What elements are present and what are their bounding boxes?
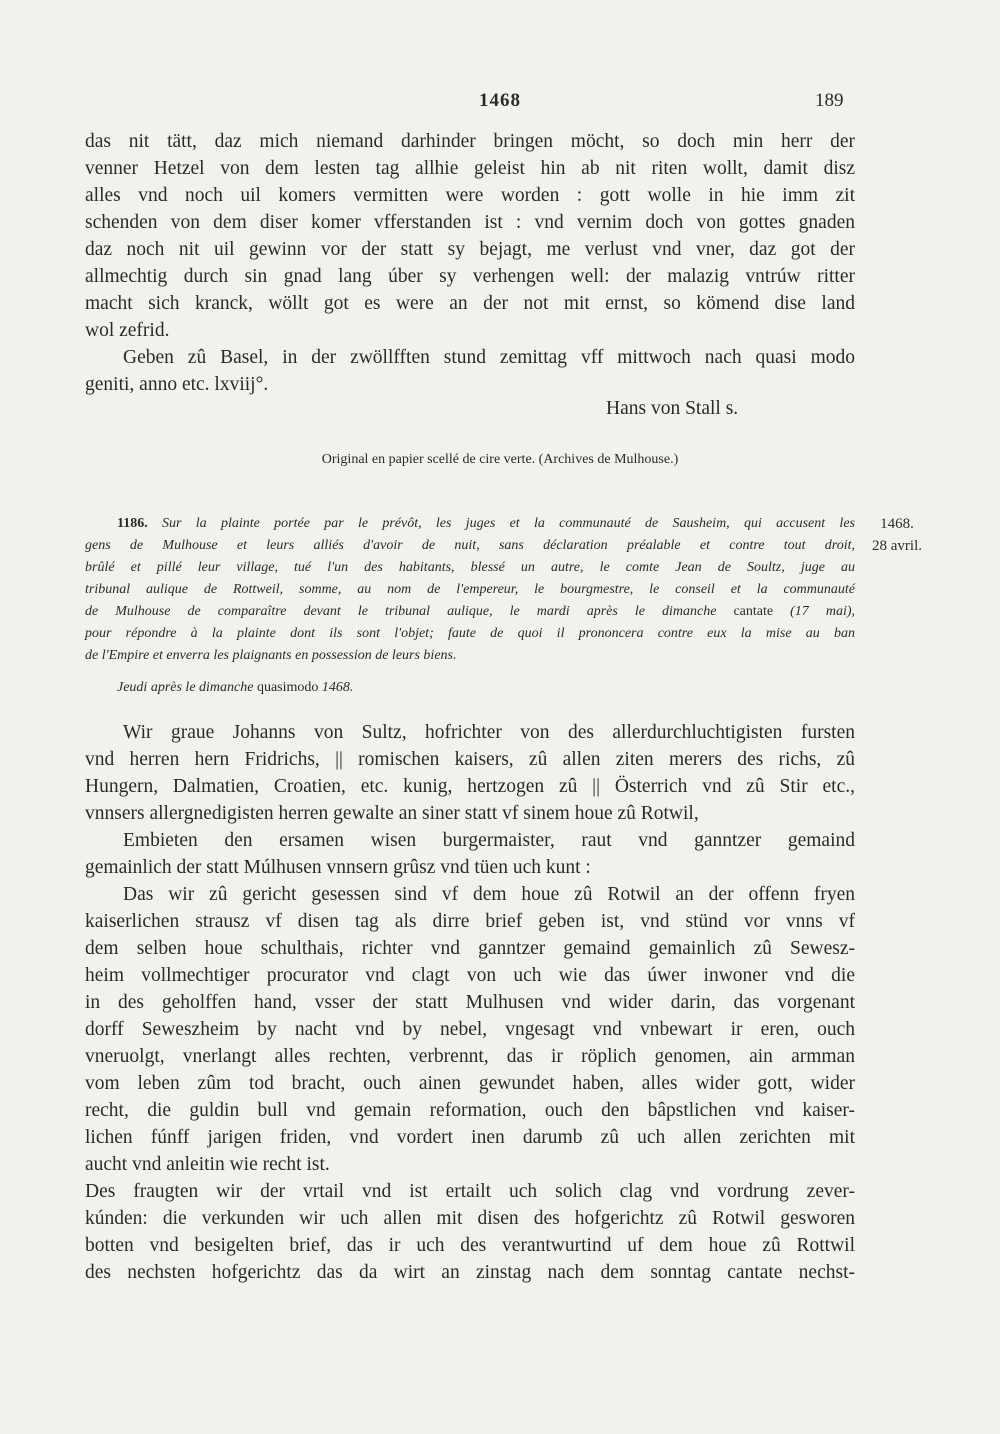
summary-line: de l'Empire et enverra les plaignants en possession de leurs biens. bbox=[85, 648, 457, 663]
text-line: geniti, anno etc. lxviij°. bbox=[85, 374, 269, 395]
summary-text: de Mulhouse de comparaître devant le tribunal aulique, le mardi après le dimanche bbox=[85, 604, 734, 619]
margin-date bbox=[872, 513, 922, 557]
summary-line bbox=[85, 513, 855, 535]
text-line: Embieten den ersamen wisen burgermaister, raut vnd ganntzer gemaind bbox=[123, 830, 855, 851]
running-header-year: 1468 bbox=[479, 90, 521, 111]
dating-year: 1468. bbox=[318, 680, 354, 695]
document-number: 1186. bbox=[117, 516, 148, 531]
text-line: heim vollmechtiger procurator vnd clagt von uch wie das úwer inwoner vnd die bbox=[85, 965, 855, 986]
page-number: 189 bbox=[815, 90, 844, 111]
text-line: schenden von dem diser komer vfferstanden ist : vnd vernim doch von gottes gnaden bbox=[85, 212, 855, 233]
text-line: dem selben houe schulthais, richter vnd ganntzer gemaind gemainlich zû Sewesz- bbox=[85, 938, 855, 959]
text-line: lichen fúnff jarigen friden, vnd vordert inen darumb zû uch allen zerichten mit bbox=[85, 1127, 855, 1148]
text-line: Geben zû Basel, in der zwöllfften stund zemittag vff mittwoch nach quasi modo bbox=[123, 347, 855, 368]
text-line: recht, die guldin bull vnd gemain reformation, ouch den bâpstlichen vnd kaiser- bbox=[85, 1100, 855, 1121]
text-line: wol zefrid. bbox=[85, 320, 170, 341]
text-line: venner Hetzel von dem lesten tag allhie geleist hin ab nit riten wollt, damit disz bbox=[85, 158, 855, 179]
text-line: des nechsten hofgerichtz das da wirt an zinstag nach dem sonntag cantate nechst- bbox=[85, 1262, 855, 1283]
text-line: aucht vnd anleitin wie recht ist. bbox=[85, 1154, 330, 1175]
margin-year: 1468. bbox=[880, 516, 914, 532]
summary-text: (17 mai), bbox=[773, 604, 855, 619]
letter-continuation bbox=[85, 128, 855, 398]
text-line: in des geholffen hand, vsser der statt Mulhusen vnd wider darin, das vorgenant bbox=[85, 992, 855, 1013]
text-line: Hungern, Dalmatien, Croatien, etc. kunig, hertzogen zû || Österrich vnd zû Stir etc., bbox=[85, 776, 855, 797]
signature: Hans von Stall s. bbox=[606, 398, 739, 419]
text-line: kaiserlichen strausz vf disen tag als dirre brief geben ist, vnd stünd vor vnns vf bbox=[85, 911, 855, 932]
summary-cantate: cantate bbox=[733, 604, 774, 619]
margin-day: 28 avril. bbox=[872, 538, 922, 554]
summary-line bbox=[85, 601, 855, 623]
summary-line: brûlé et pillé leur village, tué l'un des habitants, blessé un autre, le comte Jean de Soultz, juge au bbox=[85, 560, 855, 575]
text-line: allmechtig durch sin gnad lang úber sy verhengen well: der malazig vntrúw ritter bbox=[85, 266, 855, 287]
text-line: gemainlich der statt Múlhusen vnnsern grûsz vnd tüen uch kunt : bbox=[85, 857, 591, 878]
text-line: vneruolgt, vnerlangt alles rechten, verbrennt, das ir röplich genomen, ain armman bbox=[85, 1046, 855, 1067]
summary-line: tribunal aulique de Rottweil, somme, au nom de l'empereur, le bourgmestre, le conseil et la communauté bbox=[85, 582, 855, 597]
text-line: Das wir zû gericht gesessen sind vf dem houe zû Rotwil an der offenn fryen bbox=[123, 884, 855, 905]
source-note: Original en papier scellé de cire verte. (Archives de Mulhouse.) bbox=[321, 452, 679, 467]
text-line: kúnden: die verkunden wir uch allen mit disen des hofgerichtz zû Rotwil gesworen bbox=[85, 1208, 855, 1229]
text-line: das nit tätt, daz mich niemand darhinder bringen möcht, so doch min herr der bbox=[85, 131, 855, 152]
document-summary bbox=[85, 513, 855, 667]
text-line: daz noch nit uil gewinn vor der statt sy bejagt, me verlust vnd vner, daz got der bbox=[85, 239, 855, 260]
text-line: alles vnd noch uil komers vermitten were worden : gott wolle in hie imm zit bbox=[85, 185, 855, 206]
dating-prefix: Jeudi après le dimanche bbox=[117, 680, 257, 695]
summary-line: pour répondre à la plainte dont ils sont l'objet; faute de quoi il prononcera contre eux la mise au ban bbox=[85, 626, 855, 641]
dating-feast: quasimodo bbox=[256, 680, 319, 695]
dating-line bbox=[117, 680, 353, 696]
text-line: Des fraugten wir der vrtail vnd ist ertailt uch solich clag vnd vordrung zever- bbox=[85, 1181, 855, 1202]
text-line: vnnsers allergnedigisten herren gewalte an siner statt vf sinem houe zû Rotwil, bbox=[85, 803, 699, 824]
text-line: dorff Seweszheim by nacht vnd by nebel, vngesagt vnd vnbewart ir eren, ouch bbox=[85, 1019, 855, 1040]
text-line: botten vnd besigelten brief, das ir uch des verantwurtind uf dem houe zû Rottwil bbox=[85, 1235, 855, 1256]
charter-text bbox=[85, 719, 855, 1286]
text-line: Wir graue Johanns von Sultz, hofrichter von des allerdurchluchtigisten fursten bbox=[123, 722, 855, 743]
text-line: macht sich kranck, wöllt got es were an der not mit ernst, so kömend dise land bbox=[85, 293, 855, 314]
summary-line: gens de Mulhouse et leurs alliés d'avoir de nuit, sans déclaration préalable et contre tout droit, bbox=[85, 538, 855, 553]
summary-text: Sur la plainte portée par le prévôt, les juges et la communauté de Sausheim, qui accusent les bbox=[162, 516, 855, 531]
text-line: vnd herren hern Fridrichs, || romischen kaisers, zû allen ziten merers des richs, zû bbox=[85, 749, 855, 770]
text-line: vom leben zûm tod bracht, ouch ainen gewundet haben, alles wider gott, wider bbox=[85, 1073, 855, 1094]
